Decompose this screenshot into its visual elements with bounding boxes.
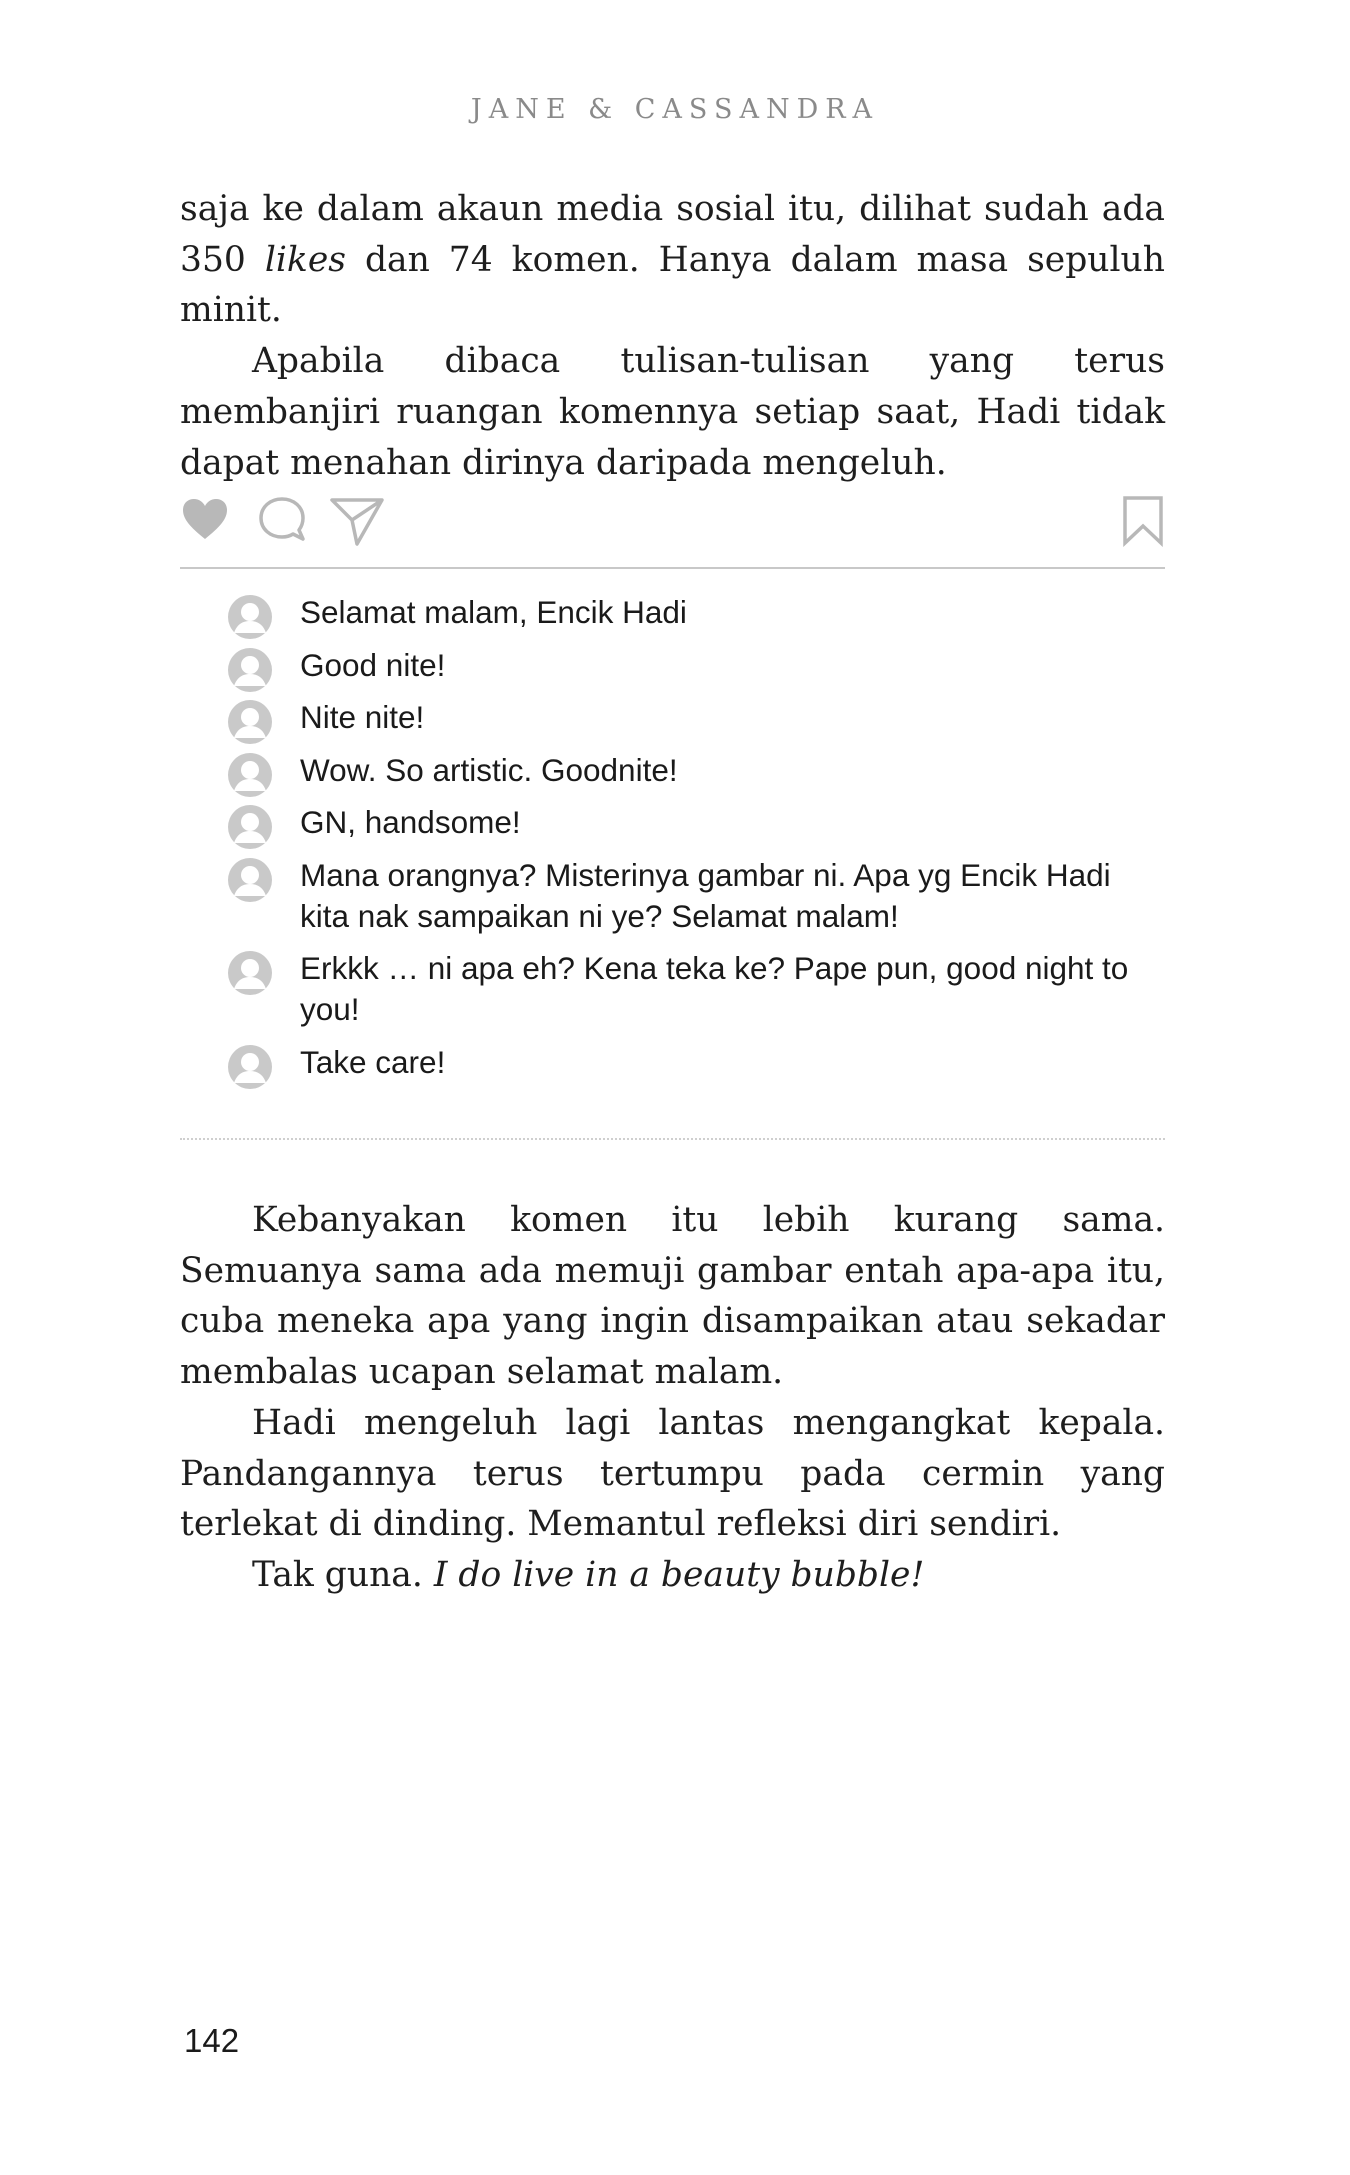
body-text-top (180, 184, 1165, 488)
paragraph: Hadi mengeluh lagi lantas mengangkat kepala. Pandangannya terus tertumpu pada cermin yang terlekat di dinding. Memantul refleksi diri sendiri. (180, 1402, 1165, 1545)
comment-item (227, 855, 1167, 937)
comment-text: Nite nite! (300, 699, 425, 735)
paragraph (180, 184, 1165, 336)
comment-item (227, 948, 1167, 1030)
comment-text: Selamat malam, Encik Hadi (300, 594, 687, 630)
paragraph (180, 1550, 1165, 1601)
italic-text: likes (264, 239, 346, 280)
avatar-icon (227, 950, 273, 996)
comment-text: GN, handsome! (300, 804, 521, 840)
comment-item (227, 592, 1167, 633)
comment-icon[interactable] (256, 495, 308, 550)
avatar-icon (227, 594, 273, 640)
comment-text: Mana orangnya? Misterinya gambar ni. Apa yg Encik Hadi kita nak sampaikan ni ye? Selamat malam! (300, 856, 1111, 934)
avatar-icon (227, 857, 273, 903)
send-icon[interactable] (328, 495, 386, 552)
text-run: dan 74 komen. Hanya dalam masa sepuluh minit. (180, 239, 1165, 331)
page-number: 142 (184, 2022, 240, 2059)
comment-item (227, 1042, 1167, 1083)
avatar-icon (227, 699, 273, 745)
comment-text: Wow. So artistic. Goodnite! (300, 751, 678, 788)
avatar-icon (227, 1044, 273, 1090)
body-text-bottom (180, 1195, 1165, 1601)
avatar-icon (227, 752, 273, 798)
comment-item (227, 645, 1167, 686)
text-run: Tak guna. (252, 1554, 434, 1595)
avatar-icon (227, 647, 273, 693)
comment-item (227, 750, 1167, 791)
paragraph: Apabila dibaca tulisan-tulisan yang terus membanjiri ruangan komennya setiap saat, Hadi tidak dapat menahan dirinya daripada mengeluh. (180, 341, 1165, 483)
comment-item (227, 697, 1167, 738)
comment-list (227, 592, 1167, 1094)
comment-text: Erkkk … ni apa eh? Kena teka ke? Pape pun, good night to you! (300, 950, 1129, 1027)
social-action-bar (180, 495, 1165, 569)
avatar-icon (227, 804, 273, 850)
divider (180, 1138, 1165, 1140)
running-head: JANE & CASSANDRA (470, 94, 880, 125)
heart-icon[interactable] (180, 495, 230, 550)
comment-text: Take care! (300, 1043, 446, 1080)
comment-item (227, 802, 1167, 843)
bookmark-icon[interactable] (1121, 495, 1165, 552)
italic-text: I do live in a beauty bubble! (433, 1554, 925, 1595)
comment-text: Good nite! (300, 646, 446, 683)
paragraph: Kebanyakan komen itu lebih kurang sama. Semuanya sama ada memuji gambar entah apa-apa itu, cuba meneka apa yang ingin disampaikan atau sekadar membalas ucapan selamat malam. (180, 1200, 1165, 1393)
text-run: saja ke dalam akaun media sosial itu, dilihat sudah ada 350 (180, 189, 1165, 280)
